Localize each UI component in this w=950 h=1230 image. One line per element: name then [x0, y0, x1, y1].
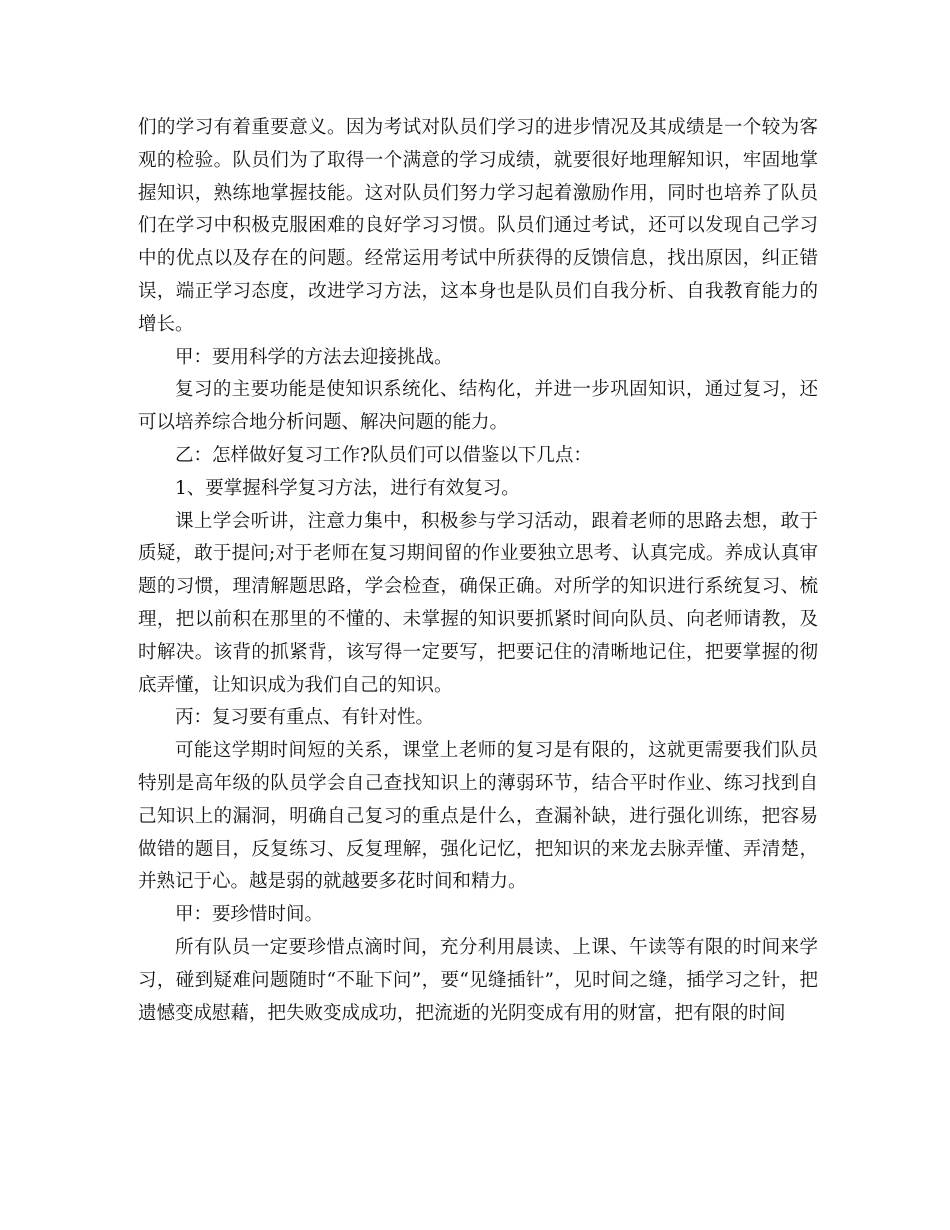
- paragraph-heading-yi-review: 乙：怎样做好复习工作?队员们可以借鉴以下几点：: [175, 444, 592, 466]
- paragraph-classroom: 课上学会听讲，注意力集中，积极参与学习活动，跟着老师的思路去想，敢于质疑，敢于提问;对于老师在复习期间留的作业要独立思考、认真完成。养成认真审题的习惯，理清解题思路，学会检查，确保正确。对所学的知识进行系统复习、梳理，把以前积在那里的不懂的、未掌握的知识要抓紧时间向队员、向老师请教，及时解决。该背的抓紧背，该写得一定要写，把要记住的清晰地记住，把要掌握的彻底弄懂，让知识成为我们自己的知识。: [138, 510, 818, 696]
- paragraph-continuation: 们的学习有着重要意义。因为考试对队员们学习的进步情况及其成绩是一个较为客观的检验。队员们为了取得一个满意的学习成绩，就要很好地理解知识，牢固地掌握知识，熟练地掌握技能。这对队员们努力学习起着激励作用，同时也培养了队员们在学习中积极克服困难的良好学习习惯。队员们通过考试，还可以发现自己学习中的优点以及存在的问题。经常运用考试中所获得的反馈信息，找出原因，纠正错误，端正学习态度，改进学习方法，这本身也是队员们自我分析、自我教育能力的增长。: [138, 117, 818, 335]
- document-body: [138, 112, 818, 1030]
- paragraph-cherish-time: 所有队员一定要珍惜点滴时间，充分利用晨读、上课、午读等有限的时间来学习，碰到疑难问题随时“不耻下问”，要“见缝插针”，见时间之缝，插学习之针，把遗憾变成慰藉，把失败变成成功，把流逝的光阴变成有用的财富，把有限的时间: [138, 936, 818, 1024]
- paragraph-review-function: 复习的主要功能是使知识系统化、结构化，并进一步巩固知识，通过复习，还可以培养综合地分析问题、解决问题的能力。: [138, 379, 818, 434]
- paragraph-point-1: 1、要掌握科学复习方法，进行有效复习。: [175, 477, 520, 499]
- paragraph-heading-jia-science: 甲：要用科学的方法去迎接挑战。: [175, 346, 453, 368]
- paragraph-weak-points: 可能这学期时间短的关系，课堂上老师的复习是有限的，这就更需要我们队员特别是高年级的队员学会自己查找知识上的薄弱环节，结合平时作业、练习找到自己知识上的漏洞，明确自己复习的重点是什么，查漏补缺，进行强化训练，把容易做错的题目，反复练习、反复理解，强化记忆，把知识的来龙去脉弄懂、弄清楚，并熟记于心。越是弱的就越要多花时间和精力。: [138, 740, 818, 893]
- paragraph-heading-jia-time: 甲：要珍惜时间。: [175, 904, 324, 926]
- paragraph-heading-bing-focus: 丙：复习要有重点、有针对性。: [175, 707, 435, 729]
